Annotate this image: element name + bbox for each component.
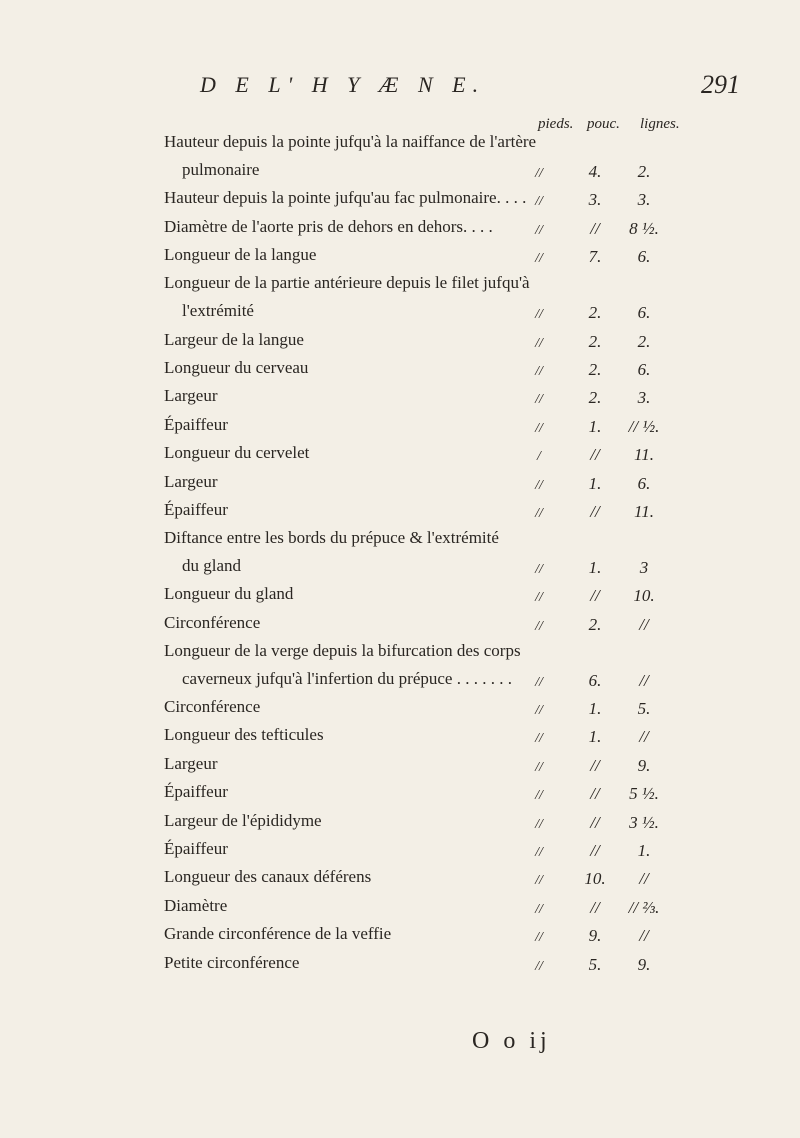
value-pouc: // xyxy=(590,218,600,238)
value-lignes: 5 ½. xyxy=(629,784,659,804)
value-pieds: // xyxy=(535,930,543,946)
table-row xyxy=(164,751,724,779)
value-pieds: // xyxy=(535,392,543,408)
row-label-line: Longueur du cervelet xyxy=(164,443,310,463)
table-row xyxy=(164,526,724,582)
value-pouc: // xyxy=(590,897,600,917)
value-pouc: 7. xyxy=(588,247,602,267)
value-lignes: 3 ½. xyxy=(629,812,659,832)
row-label-line: Longueur des tefticules xyxy=(164,725,324,745)
value-pouc: 3. xyxy=(588,190,602,210)
value-pouc: 6. xyxy=(588,670,602,690)
value-pieds: // xyxy=(535,561,543,577)
row-label-line: Circonférence xyxy=(164,697,261,717)
row-label-line: Largeur xyxy=(164,753,218,773)
row-label-line: Diamètre xyxy=(164,895,228,915)
row-label-line: Épaiffeur xyxy=(164,782,228,802)
row-label xyxy=(164,920,524,948)
row-label xyxy=(164,326,524,354)
value-pieds: // xyxy=(535,477,543,493)
value-pouc: // xyxy=(590,586,600,606)
value-lignes: // xyxy=(639,869,649,889)
row-label-line: Épaiffeur xyxy=(164,499,228,519)
row-label-line: Largeur xyxy=(164,471,218,491)
value-pieds: // xyxy=(535,307,543,323)
value-pieds: // xyxy=(535,901,543,917)
row-label-line: Diamètre de l'aorte pris de dehors en dehors. . . . xyxy=(164,216,493,236)
table-row xyxy=(164,327,724,355)
value-pieds: // xyxy=(535,618,543,634)
row-label xyxy=(164,637,524,693)
value-pieds: // xyxy=(535,845,543,861)
row-label-line: Épaiffeur xyxy=(164,414,228,434)
row-label xyxy=(164,892,524,920)
value-pieds: // xyxy=(535,590,543,606)
value-pouc: 4. xyxy=(588,162,602,181)
table-row xyxy=(164,695,724,723)
table-row xyxy=(164,582,724,610)
signature-mark: O o ij xyxy=(472,1028,551,1054)
row-label-continuation: l'extrémité xyxy=(182,301,254,321)
value-pouc: 1. xyxy=(588,416,602,436)
value-pieds: // xyxy=(535,166,543,181)
column-header-lignes: lignes. xyxy=(640,116,680,132)
table-row xyxy=(164,186,724,214)
value-lignes: // xyxy=(639,727,649,747)
value-lignes: 10. xyxy=(633,586,655,606)
row-label-line: Hauteur depuis la pointe jufqu'au fac pulmonaire. . . . xyxy=(164,188,527,208)
value-pieds: // xyxy=(535,873,543,889)
row-label xyxy=(164,439,524,467)
row-label-continuation: caverneux jufqu'à l'infertion du prépuce . . . . . . . xyxy=(182,668,512,688)
table-row xyxy=(164,865,724,893)
row-label-line: Largeur xyxy=(164,386,218,406)
value-pieds: // xyxy=(535,222,543,238)
value-pouc: 2. xyxy=(588,388,602,408)
table-row xyxy=(164,498,724,526)
value-pouc: 2. xyxy=(588,331,602,351)
row-label-line: Longueur de la langue xyxy=(164,245,317,265)
value-pouc: // xyxy=(590,755,600,775)
row-label-line: Largeur de la langue xyxy=(164,329,304,349)
row-label xyxy=(164,524,524,580)
table-row xyxy=(164,441,724,469)
row-label-line: Hauteur depuis la pointe jufqu'à la naiffance de l'artère xyxy=(164,132,537,151)
value-pouc: 5. xyxy=(588,954,602,974)
row-label xyxy=(164,496,524,524)
value-pieds: // xyxy=(535,674,543,690)
table-row xyxy=(164,214,724,242)
value-lignes: 6. xyxy=(637,473,651,493)
row-label xyxy=(164,411,524,439)
table-row xyxy=(164,639,724,695)
value-lignes: 6. xyxy=(637,247,651,267)
value-pieds: // xyxy=(535,251,543,267)
value-lignes: 3. xyxy=(637,388,651,408)
table-row xyxy=(164,243,724,271)
running-head xyxy=(200,72,740,106)
row-label xyxy=(164,949,524,977)
row-label-line: Longueur des canaux déférens xyxy=(164,867,372,887)
value-pieds: // xyxy=(535,703,543,719)
column-header-pouces: pouc. xyxy=(587,116,620,132)
row-label-line: Épaiffeur xyxy=(164,839,228,859)
table-row xyxy=(164,723,724,751)
table-row xyxy=(164,780,724,808)
row-label xyxy=(164,354,524,382)
value-pouc: 1. xyxy=(588,699,602,719)
column-header-pieds: pieds. xyxy=(538,116,574,132)
row-label xyxy=(164,807,524,835)
page-number: 291 xyxy=(701,70,740,99)
row-label-line: Longueur du cerveau xyxy=(164,357,309,377)
row-label xyxy=(164,863,524,891)
value-pieds: // xyxy=(535,958,543,974)
value-pouc: // xyxy=(590,445,600,465)
value-lignes: 6. xyxy=(637,303,651,323)
row-label-continuation: pulmonaire xyxy=(182,160,260,179)
value-pouc: // xyxy=(590,812,600,832)
row-label-line: Longueur de la verge depuis la bifurcation des corps xyxy=(164,640,521,660)
measurement-table xyxy=(164,130,724,979)
value-lignes: 9. xyxy=(637,755,651,775)
row-label-line: Longueur du gland xyxy=(164,584,294,604)
row-label-line: Circonférence xyxy=(164,612,261,632)
value-lignes: 5. xyxy=(637,699,651,719)
row-label xyxy=(164,184,527,212)
row-label-line: Largeur de l'épididyme xyxy=(164,810,322,830)
value-pouc: // xyxy=(590,784,600,804)
value-pieds: // xyxy=(535,759,543,775)
value-pouc: 2. xyxy=(588,359,602,379)
value-pouc: 1. xyxy=(588,473,602,493)
row-label xyxy=(164,468,524,496)
row-label xyxy=(164,609,524,637)
row-label-line: Longueur de la partie antérieure depuis le filet jufqu'à xyxy=(164,273,530,293)
value-pieds: // xyxy=(535,816,543,832)
value-lignes: // xyxy=(639,926,649,946)
row-label xyxy=(164,835,524,863)
value-pieds: / xyxy=(537,449,541,465)
row-label-line: Petite circonférence xyxy=(164,952,300,972)
row-label xyxy=(164,269,530,325)
value-pouc: 2. xyxy=(588,614,602,634)
table-row xyxy=(164,271,724,327)
table-row xyxy=(164,893,724,921)
value-lignes: // ⅔. xyxy=(628,897,660,917)
value-lignes: // xyxy=(639,614,649,634)
row-label xyxy=(164,721,524,749)
table-row xyxy=(164,610,724,638)
row-label xyxy=(164,778,524,806)
value-pieds: // xyxy=(535,420,543,436)
value-lignes: 6. xyxy=(637,359,651,379)
table-row xyxy=(164,922,724,950)
value-pouc: // xyxy=(590,501,600,521)
table-row xyxy=(164,808,724,836)
value-lignes: 11. xyxy=(634,501,654,521)
value-pouc: // xyxy=(590,841,600,861)
value-lignes: 3 xyxy=(639,557,649,577)
value-pieds: // xyxy=(535,505,543,521)
table-row xyxy=(164,837,724,865)
value-lignes: 9. xyxy=(637,954,651,974)
value-lignes: 11. xyxy=(634,445,654,465)
table-row xyxy=(164,950,724,978)
table-row xyxy=(164,412,724,440)
row-label-continuation: du gland xyxy=(182,555,242,575)
row-label xyxy=(164,382,524,410)
value-lignes: // ½. xyxy=(628,416,660,436)
row-label xyxy=(164,580,524,608)
value-pouc: 9. xyxy=(588,926,602,946)
value-pieds: // xyxy=(535,731,543,747)
row-label xyxy=(164,693,524,721)
running-title: D E L' H Y Æ N E. xyxy=(200,72,486,97)
value-lignes: 2. xyxy=(637,331,651,351)
value-pieds: // xyxy=(535,335,543,351)
value-pouc: 2. xyxy=(588,303,602,323)
table-row xyxy=(164,384,724,412)
value-lignes: // xyxy=(639,670,649,690)
value-pouc: 10. xyxy=(584,869,606,889)
value-pieds: // xyxy=(535,194,543,210)
value-pouc: 1. xyxy=(588,557,602,577)
table-row xyxy=(164,130,724,186)
value-lignes: 3. xyxy=(637,190,651,210)
row-label-line: Grande circonférence de la veffie xyxy=(164,924,392,944)
value-lignes: 2. xyxy=(637,162,651,181)
value-lignes: 1. xyxy=(637,841,651,861)
value-pieds: // xyxy=(535,363,543,379)
value-pieds: // xyxy=(535,788,543,804)
row-label xyxy=(164,750,524,778)
row-label xyxy=(164,241,524,269)
table-row xyxy=(164,469,724,497)
row-label xyxy=(164,128,537,184)
value-pouc: 1. xyxy=(588,727,602,747)
row-label-line: Diftance entre les bords du prépuce & l'extrémité xyxy=(164,527,499,547)
table-row xyxy=(164,356,724,384)
row-label xyxy=(164,213,524,241)
value-lignes: 8 ½. xyxy=(629,218,659,238)
